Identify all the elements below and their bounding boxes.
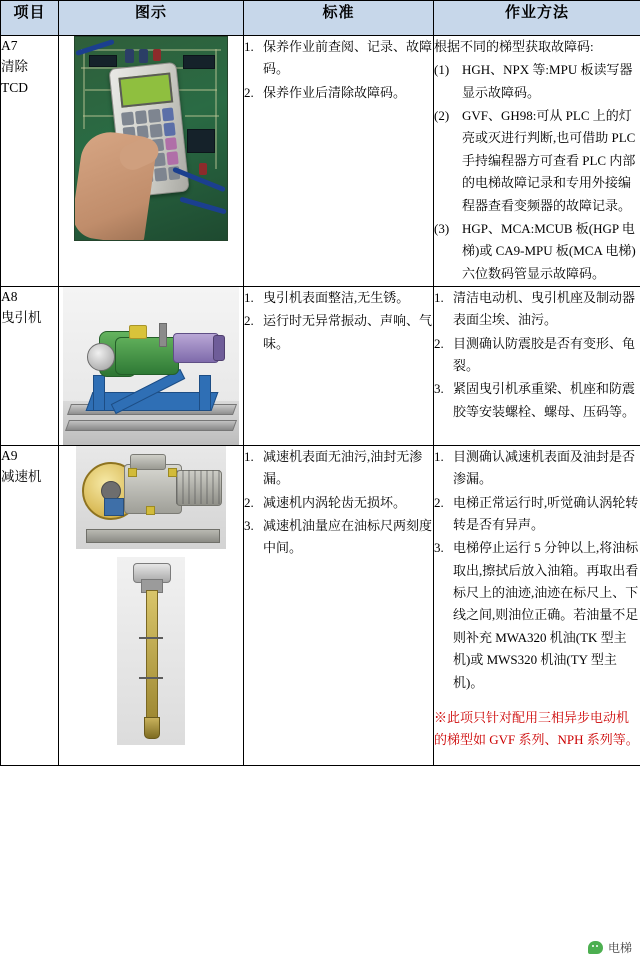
method-note: ※此项只针对配用三相异步电动机的梯型如 GVF 系列、NPH 系列等。 — [434, 709, 639, 748]
motor-endcap — [213, 335, 225, 361]
row-item-cell-a8 — [1, 286, 59, 445]
item-name-line1: 减速机 — [1, 468, 42, 484]
row-method-cell-a7 — [434, 36, 640, 287]
dipstick-photo — [117, 557, 185, 745]
bolt — [146, 506, 155, 515]
base-post-left — [93, 375, 105, 411]
list-item: 保养作业前查阅、记录、故障码。 — [263, 39, 433, 77]
row-item-cell-a9 — [1, 445, 59, 765]
table-row — [1, 286, 640, 445]
blue-bracket — [104, 498, 124, 516]
list-item: 紧固曳引机承重梁、机座和防震胶等安装螺栓、螺母、压码等。 — [453, 381, 636, 419]
dipstick-tip — [144, 717, 160, 739]
item-code: A7 — [1, 38, 18, 53]
row-method-cell-a9 — [434, 445, 640, 765]
row-figure-cell-a9 — [59, 445, 244, 765]
item-name-line1: 清除 — [1, 58, 28, 74]
base-post-right — [199, 375, 211, 411]
row-standard-cell-a9 — [244, 445, 434, 765]
standard-list — [244, 36, 433, 104]
row-standard-cell-a8 — [244, 286, 434, 445]
item-code: A8 — [1, 288, 18, 304]
list-item: 目测确认减速机表面及油封是否渗漏。 — [453, 448, 636, 487]
motor-fins — [176, 470, 220, 504]
list-item: 运行时无异常振动、声响、气味。 — [263, 313, 433, 351]
lower-mark — [139, 677, 163, 679]
tool-display — [118, 72, 173, 107]
bolt — [168, 468, 177, 477]
item-code: A9 — [1, 447, 18, 463]
table-header-row — [1, 1, 640, 36]
machine-body — [115, 337, 179, 375]
list-item: HGH、NPX 等:MPU 板读写器显示故障码。 — [462, 62, 633, 100]
row-method-cell-a8 — [434, 286, 640, 445]
base-plate — [86, 529, 220, 543]
list-item: 曳引机表面整洁,无生锈。 — [263, 289, 410, 305]
list-item: HGP、MCA:MCUB 板(HGP 电梯)或 CA9-MPU 板(MCA 电梯)六位数码管显示故障码。 — [462, 220, 636, 281]
bolt — [128, 468, 137, 477]
brake-coil — [129, 325, 147, 339]
upper-mark — [139, 637, 163, 639]
list-item: 清洁电动机、曳引机座及制动器表面尘埃、油污。 — [453, 289, 636, 328]
item-name-line1: 曳引机 — [1, 309, 42, 325]
list-item: 减速机内涡轮齿无损坏。 — [263, 494, 407, 510]
method-list — [434, 287, 640, 423]
method-lead: 根据不同的梯型获取故障码: — [434, 39, 594, 54]
list-item: GVF、GH98:可从 PLC 上的灯亮或灭进行判断,也可借助 PLC 手持编程器方可查看 PLC 内部的电梯故障记录和专用外接编程器查看变频器的故障记录。 — [462, 108, 636, 213]
list-item: 保养作业后清除故障码。 — [263, 84, 407, 100]
list-item: 电梯停止运行 5 分钟以上,将油标取出,擦拭后放入油箱。再取出看标尺上的油迹,油迹在标尺上、下线之间,则油位正确。若油量不足则补充 MWA320 机油(TK 型主机)或 MWS320 机油(TY 型主机)。 — [453, 540, 639, 690]
method-list — [434, 446, 640, 694]
wechat-account-label: 电梯 — [607, 941, 632, 955]
standard-list — [244, 287, 433, 355]
wechat-icon — [588, 941, 603, 954]
column-header-item: 项目 — [1, 1, 59, 36]
item-name-line2: TCD — [1, 79, 28, 95]
conduit — [159, 323, 167, 347]
table-row — [1, 36, 640, 287]
row-standard-cell-a7 — [244, 36, 434, 287]
method-list — [434, 59, 640, 285]
dipstick-rod — [146, 590, 158, 724]
row-item-cell-a7 — [1, 36, 59, 287]
page-footer — [0, 930, 640, 964]
list-item: 减速机表面无油污,油封无渗漏。 — [263, 448, 423, 487]
traction-machine-photo — [63, 287, 239, 445]
column-header-method: 作业方法 — [434, 1, 640, 36]
list-item: 减速机油量应在油标尺两刻度中间。 — [263, 518, 433, 556]
table-row — [1, 445, 640, 765]
row-figure-cell-a7 — [59, 36, 244, 287]
column-header-standard: 标准 — [244, 1, 434, 36]
list-item: 电梯正常运行时,听觉确认涡轮转转是否有异声。 — [453, 494, 639, 533]
row-figure-cell-a8 — [59, 286, 244, 445]
gearbox-photo — [76, 446, 226, 549]
rail-front — [65, 420, 237, 431]
list-item: 目测确认防震胶是否有变形、龟裂。 — [453, 335, 636, 374]
wechat-account — [588, 939, 632, 956]
traction-sheave — [87, 343, 115, 371]
column-header-figure: 图示 — [59, 1, 244, 36]
service-tool-pcb-photo — [74, 36, 228, 241]
standard-list — [244, 446, 433, 560]
